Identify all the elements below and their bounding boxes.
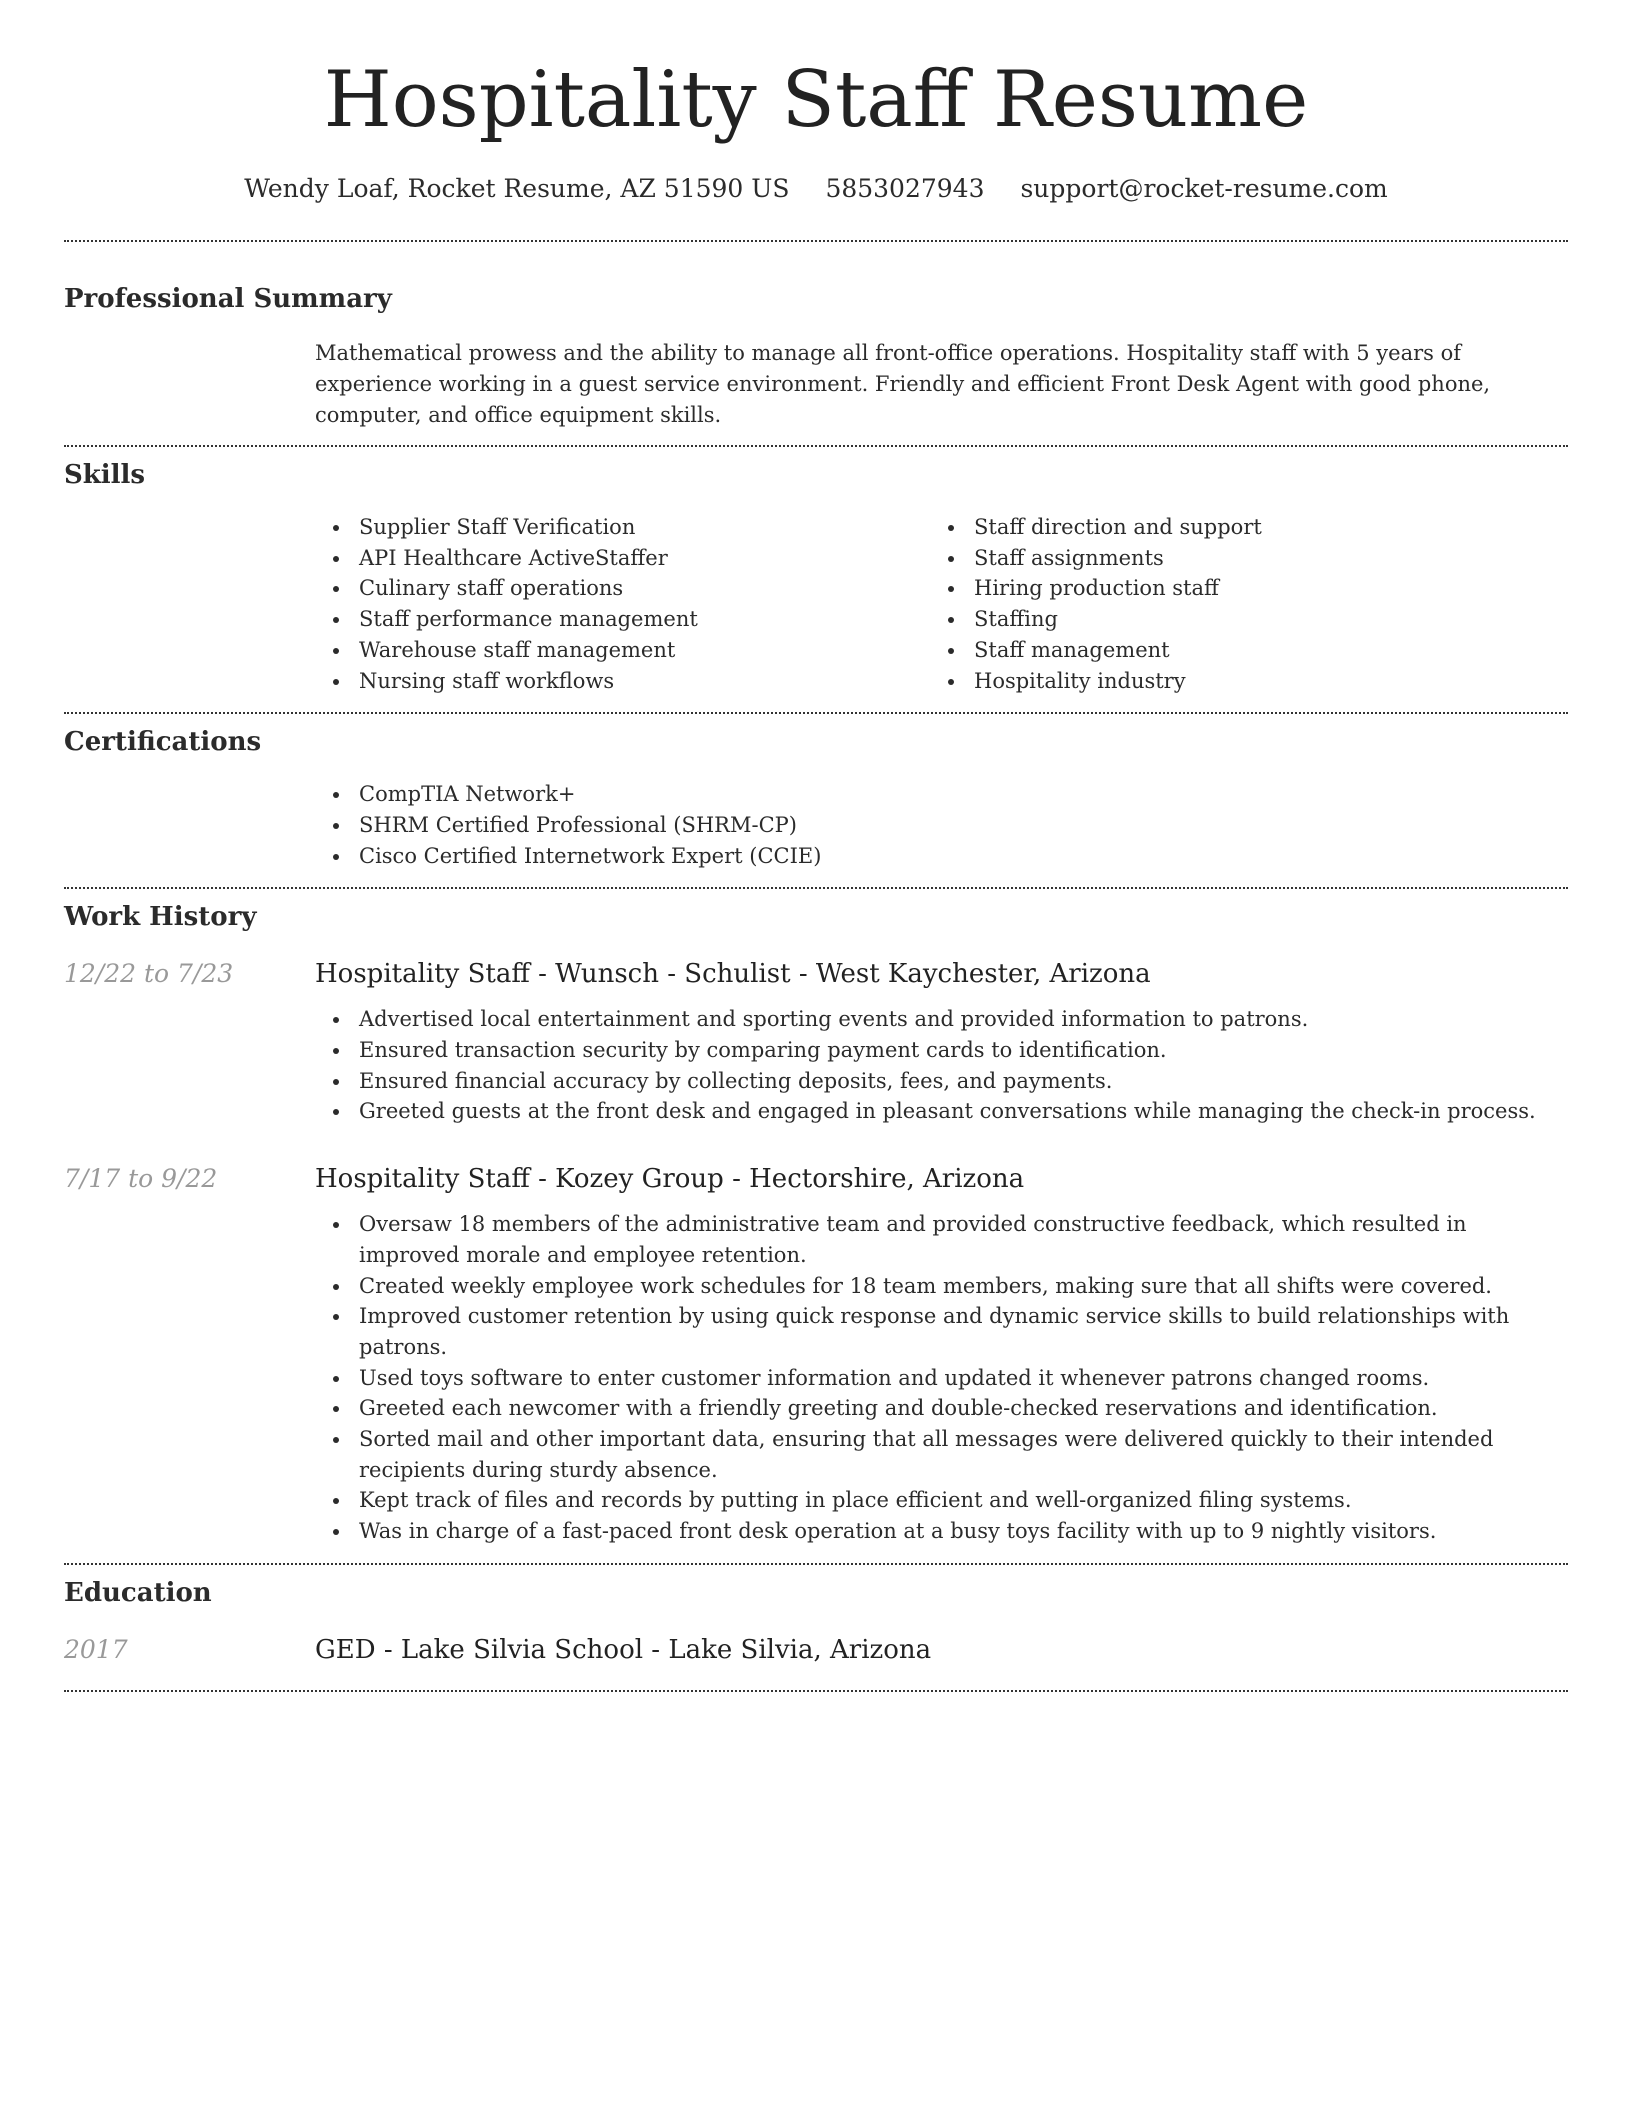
list-item: Staff performance management: [359, 604, 930, 635]
list-item: Hiring production staff: [974, 573, 1545, 604]
job-header: [64, 956, 1568, 992]
summary-text: Mathematical prowess and the ability to manage all front-office operations. Hospitality staff with 5 years of experience working in a guest service environment. Friendly and efficient Front Desk Agent with good phone, computer, and office equipment skills.: [315, 341, 1491, 427]
list-item: SHRM Certified Professional (SHRM-CP): [359, 810, 1568, 841]
work-heading: Work History: [64, 902, 257, 933]
certifications-list: [315, 779, 1568, 871]
education-title: GED - Lake Silvia School - Lake Silvia, Arizona: [315, 1634, 932, 1665]
list-item: Culinary staff operations: [359, 573, 930, 604]
certifications-section: [64, 714, 1568, 871]
skills-grid: [315, 512, 1568, 696]
contact-email: support@rocket-resume.com: [1020, 174, 1388, 203]
work-section: [64, 889, 1568, 1547]
list-item: Cisco Certified Internetwork Expert (CCIE): [359, 841, 1568, 872]
list-item: CompTIA Network+: [359, 779, 1568, 810]
list-item: API Healthcare ActiveStaffer: [359, 543, 930, 574]
list-item: Nursing staff workflows: [359, 666, 930, 697]
job-entry: [64, 956, 1568, 1127]
list-item: Sorted mail and other important data, ensuring that all messages were delivered quickly to their intended recipients during sturdy absence.: [359, 1424, 1568, 1485]
education-section: [64, 1565, 1568, 1668]
list-item: Ensured financial accuracy by collecting deposits, fees, and payments.: [359, 1066, 1568, 1097]
list-item: Greeted guests at the front desk and engaged in pleasant conversations while managing the check-in process.: [359, 1096, 1568, 1127]
list-item: Ensured transaction security by comparing payment cards to identification.: [359, 1035, 1568, 1066]
list-item: Hospitality industry: [974, 666, 1545, 697]
skills-list-left: [315, 512, 930, 696]
certifications-heading: Certifications: [64, 727, 262, 758]
list-item: Kept track of files and records by putting in place efficient and well-organized filing systems.: [359, 1485, 1568, 1516]
skills-heading: Skills: [64, 460, 146, 490]
list-item: Advertised local entertainment and sporting events and provided information to patrons.: [359, 1004, 1568, 1035]
list-item: Used toys software to enter customer information and updated it whenever patrons changed rooms.: [359, 1363, 1568, 1394]
education-year: 2017: [64, 1634, 128, 1664]
list-item: Greeted each newcomer with a friendly greeting and double-checked reservations and identification.: [359, 1393, 1568, 1424]
list-item: Improved customer retention by using quick response and dynamic service skills to build relationships with patrons.: [359, 1301, 1568, 1362]
contact-line: [64, 172, 1568, 206]
job-bullets: [315, 1209, 1568, 1547]
list-item: Staff management: [974, 635, 1545, 666]
list-item: Was in charge of a fast-paced front desk operation at a busy toys facility with up to 9 nightly visitors.: [359, 1516, 1568, 1547]
job-header: [64, 1161, 1568, 1197]
job-entry: [64, 1161, 1568, 1547]
list-item: Staff assignments: [974, 543, 1545, 574]
divider: [64, 1690, 1568, 1692]
job-dates: 7/17 to 9/22: [64, 1164, 218, 1194]
job-bullets: [315, 1004, 1568, 1127]
list-item: Supplier Staff Verification: [359, 512, 930, 543]
list-item: Staffing: [974, 604, 1545, 635]
list-item: Oversaw 18 members of the administrative team and provided constructive feedback, which resulted in improved morale and employee retention.: [359, 1209, 1568, 1270]
summary-section: [64, 242, 1568, 431]
education-entry: [64, 1632, 1568, 1668]
job-title: Hospitality Staff - Kozey Group - Hectorshire, Arizona: [315, 1164, 1025, 1195]
job-dates: 12/22 to 7/23: [64, 959, 234, 989]
skills-list-right: [930, 512, 1545, 696]
list-item: Created weekly employee work schedules for 18 team members, making sure that all shifts were covered.: [359, 1271, 1568, 1302]
job-title: Hospitality Staff - Wunsch - Schulist - West Kaychester, Arizona: [315, 959, 1151, 990]
list-item: Warehouse staff management: [359, 635, 930, 666]
contact-address: Wendy Loaf, Rocket Resume, AZ 51590 US: [244, 174, 790, 203]
list-item: Staff direction and support: [974, 512, 1545, 543]
contact-phone: 5853027943: [825, 174, 985, 203]
resume-title: Hospitality Staff Resume: [323, 55, 1309, 145]
education-heading: Education: [64, 1577, 212, 1608]
skills-section: [64, 447, 1568, 696]
summary-heading: Professional Summary: [64, 284, 392, 314]
resume-page: [64, 0, 1568, 1692]
